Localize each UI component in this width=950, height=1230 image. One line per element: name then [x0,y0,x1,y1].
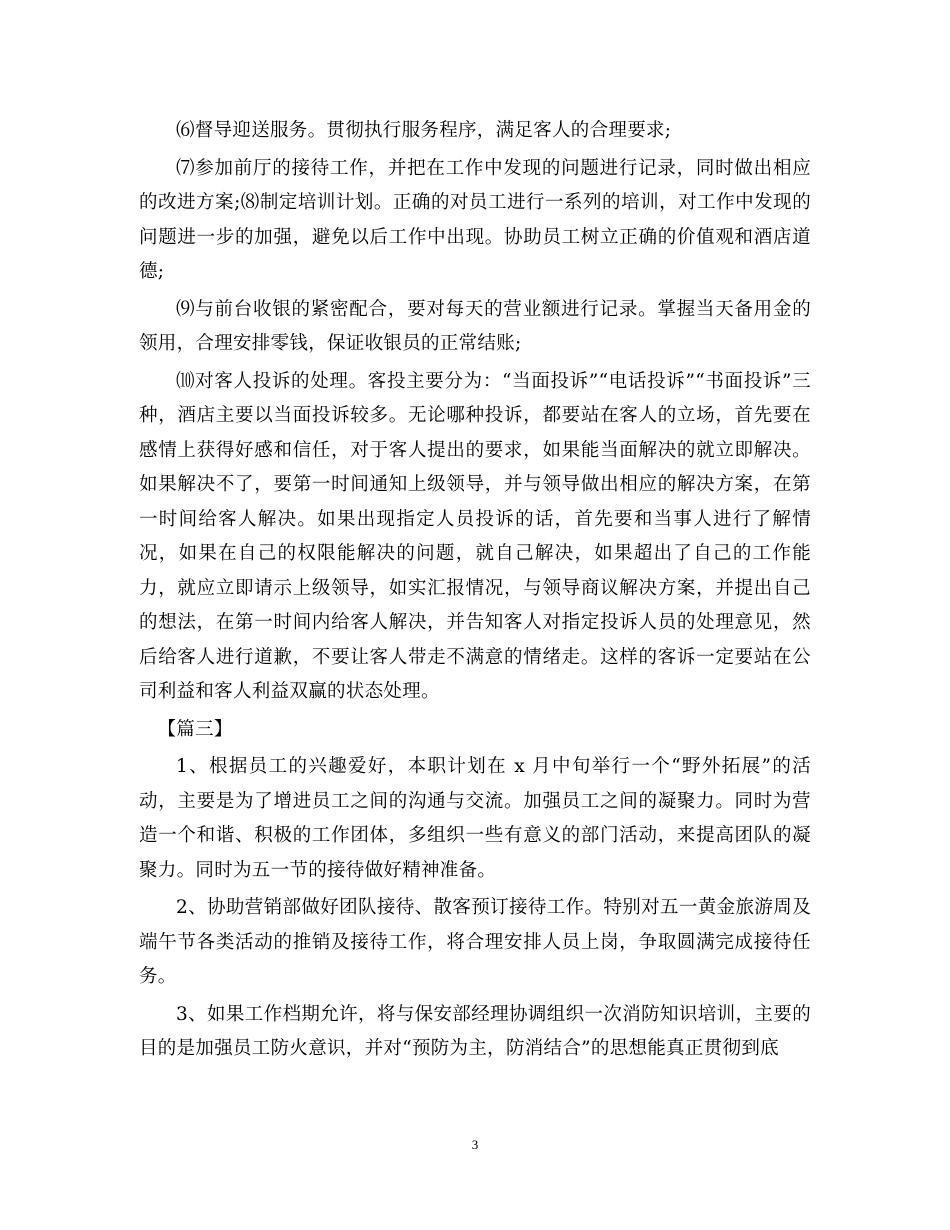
section-heading: 【篇三】 [157,718,233,740]
section-paragraph-1: 1、根据员工的兴趣爱好，本职计划在 x 月中旬举行一个“野外拓展”的活动，主要是为了增进员工之间的沟通与交流。加强员工之间的凝聚力。同时为营造一个和谐、积极的工作团体，多组织一些有意义的部门活动，来提高团队的凝聚力。同时为五一节的接待做好精神准备。 [139,756,811,881]
paragraph-item-6: ⑹督导迎送服务。贯彻执行服务程序，满足客人的合理要求; [176,120,672,141]
paragraph-item-10: ⑽对客人投诉的处理。客投主要分为：“当面投诉”“电话投诉”“书面投诉”三种，酒店主要以当面投诉较多。无论哪种投诉，都要站在客人的立场，首先要在感情上获得好感和信任，对于客人提出的要求，如果能当面解决的就立即解决。如果解决不了，要第一时间通知上级领导，并与领导做出相应的解决方案，在第一时间给客人解决。如果出现指定人员投诉的话，首先要和当事人进行了解情况，如果在自己的权限能解决的问题，就自己解决，如果超出了自己的工作能力，就应立即请示上级领导，如实汇报情况，与领导商议解决方案，并提出自己的想法，在第一时间内给客人解决，并告知客人对指定投诉人员的处理意见，然后给客人进行道歉，不要让客人带走不满意的情绪走。这样的客诉一定要站在公司利益和客人利益双赢的状态处理。 [139,370,811,702]
section-paragraph-3: 3、如果工作档期允许，将与保安部经理协调组织一次消防知识培训，主要的目的是加强员工防火意识，并对“预防为主，防消结合”的思想能真正贯彻到底 [139,1003,811,1059]
paragraph-item-7-8: ⑺参加前厅的接待工作，并把在工作中发现的问题进行记录，同时做出相应的改进方案;⑻制定培训计划。正确的对员工进行一系列的培训，对工作中发现的问题进一步的加强，避免以后工作中出现。协助员工树立正确的价值观和酒店道德; [139,157,811,282]
document-body [139,114,811,1067]
paragraph-item-9: ⑼与前台收银的紧密配合，要对每天的营业额进行记录。掌握当天备用金的领用，合理安排零钱，保证收银员的正常结账; [139,298,811,354]
page-number: 3 [471,1137,479,1152]
section-paragraph-2: 2、协助营销部做好团队接待、散客预订接待工作。特别对五一黄金旅游周及端午节各类活动的推销及接待工作，将合理安排人员上岗，争取圆满完成接待任务。 [139,897,811,987]
